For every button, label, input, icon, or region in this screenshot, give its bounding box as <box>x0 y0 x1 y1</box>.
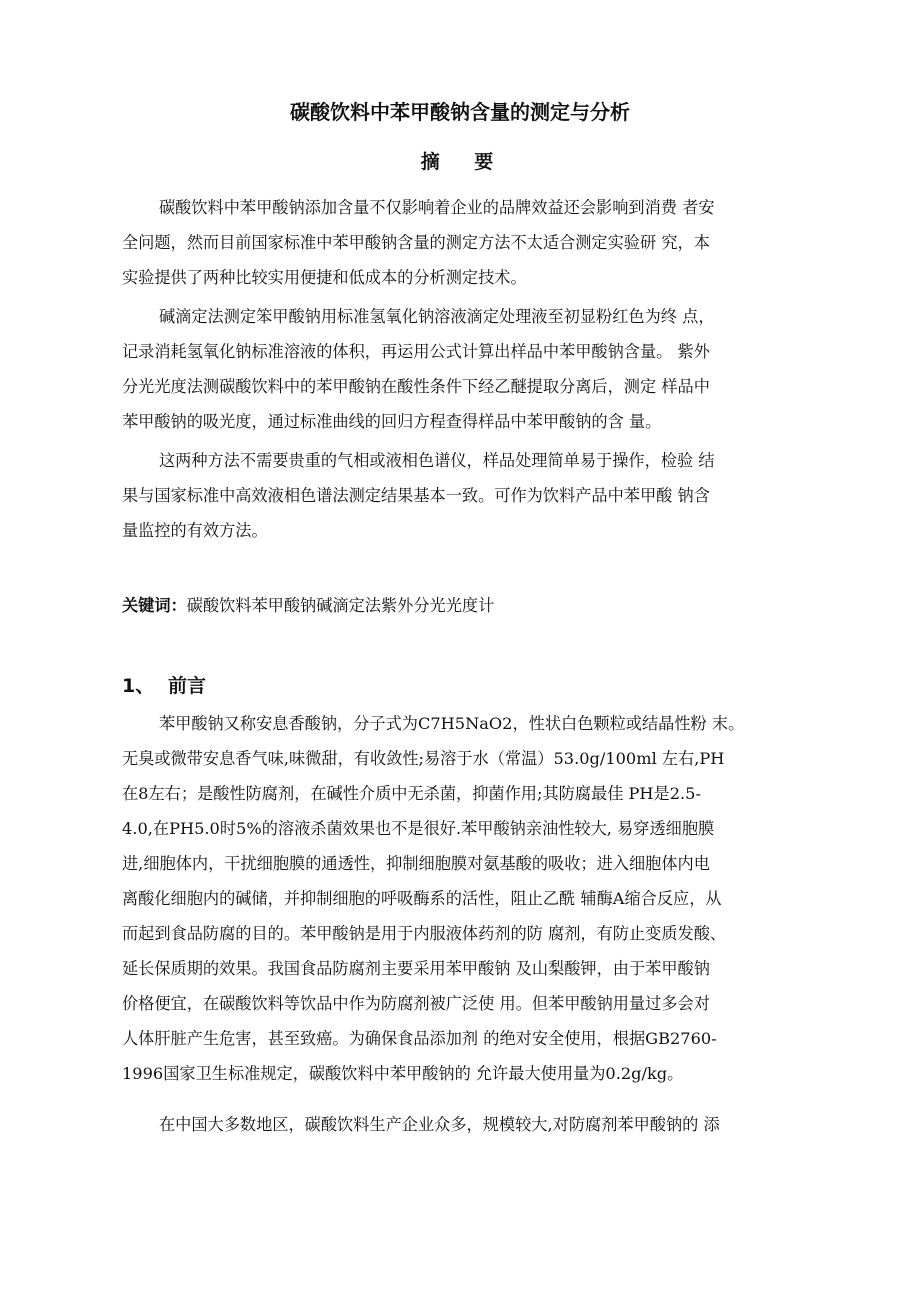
section-paragraph-2 <box>122 1107 812 1142</box>
text-line: 延长保质期的效果。我国食品防腐剂主要采用苯甲酸钠 及山梨酸钾，由于苯甲酸钠 <box>122 959 710 978</box>
text-line: 1996国家卫生标准规定，碳酸饮料中苯甲酸钠的 允许最大使用量为0.2g/kg。 <box>122 1064 684 1083</box>
text-line: 量监控的有效方法。 <box>122 521 268 540</box>
text-line: 进,细胞体内，干扰细胞膜的通透性，抑制细胞膜对氨基酸的吸收；进入细胞体内电 <box>122 854 710 873</box>
text-line: 碳酸饮料中苯甲酸钠添加含量不仅影响着企业的品牌效益还会影响到消费 者安 <box>159 198 715 217</box>
text-line: 这两种方法不需要贵重的气相或液相色谱仪，样品处理简单易于操作，检验 结 <box>159 451 715 470</box>
keywords-label: 关键词： <box>122 596 187 615</box>
text-line: 而起到食品防腐的目的。苯甲酸钠是用于内服液体药剂的防 腐剂，有防止变质发酸、 <box>122 924 727 943</box>
text-line: 碱滴定法测定笨甲酸钠用标准氢氧化钠溶液滴定处理液至初显粉红色为终 点， <box>159 307 715 326</box>
text-line: 离酸化细胞内的碱储，并抑制细胞的呼吸酶系的活性，阻止乙酰 辅酶A缩合反应，从 <box>122 889 722 908</box>
abstract-paragraph-2 <box>122 299 812 439</box>
text-line: 苯甲酸钠又称安息香酸钠，分子式为C7H5NaO2，性状白色颗粒或结晶性粉 末。 <box>159 714 745 733</box>
text-line: 全问题，然而目前国家标准中苯甲酸钠含量的测定方法不太适合测定实验研 究，本 <box>122 233 710 252</box>
document-title: 碳酸饮料中苯甲酸钠含量的测定与分析 <box>290 100 630 124</box>
text-line: 无臭或微带安息香气味,味微甜，有收敛性;易溶于水（常温）53.0g/100ml 左右,PH <box>122 749 725 768</box>
abstract-paragraph-3 <box>122 443 812 548</box>
text-line: 果与国家标准中高效液相色谱法测定结果基本一致。可作为饮料产品中苯甲酸 钠含 <box>122 486 710 505</box>
text-line: 人体肝脏产生危害，甚至致癌。为确保食品添加剂 的绝对安全使用，根据GB2760- <box>122 1029 717 1048</box>
text-line: 价格便宜，在碳酸饮料等饮品中作为防腐剂被广泛使 用。但苯甲酸钠用量过多会对 <box>122 994 710 1013</box>
keywords-text: 碳酸饮料苯甲酸钠碱滴定法紫外分光光度计 <box>186 596 495 615</box>
abstract-paragraph-1 <box>122 190 812 295</box>
keywords <box>122 590 494 622</box>
text-line: 苯甲酸钠的吸光度，通过标准曲线的回归方程查得样品中苯甲酸钠的含 量。 <box>122 412 662 431</box>
section-number: 1、 <box>122 675 155 697</box>
section-heading <box>122 670 206 702</box>
text-line: 记录消耗氢氧化钠标准溶液的体积，再运用公式计算出样品中苯甲酸钠含量。 紫外 <box>122 342 710 361</box>
text-line: 在8左右；是酸性防腐剂，在碱性介质中无杀菌，抑菌作用;其防腐最佳 PH是2.5- <box>122 784 701 803</box>
text-line: 分光光度法测碳酸饮料中的苯甲酸钠在酸性条件下经乙醚提取分离后，测定 样品中 <box>122 377 710 396</box>
section-paragraph-1 <box>122 706 812 1091</box>
section-title: 前言 <box>168 675 207 697</box>
text-line: 实验提供了两种比较实用便捷和低成本的分析测定技术。 <box>122 268 527 287</box>
text-line: 在中国大多数地区，碳酸饮料生产企业众多，规模较大,对防腐剂苯甲酸钠的 添 <box>159 1115 720 1134</box>
text-line: 4.0,在PH5.0时5%的溶液杀菌效果也不是很好.苯甲酸钠亲油性较大, 易穿透细胞膜 <box>122 819 715 838</box>
abstract-heading: 摘 要 <box>420 151 508 173</box>
